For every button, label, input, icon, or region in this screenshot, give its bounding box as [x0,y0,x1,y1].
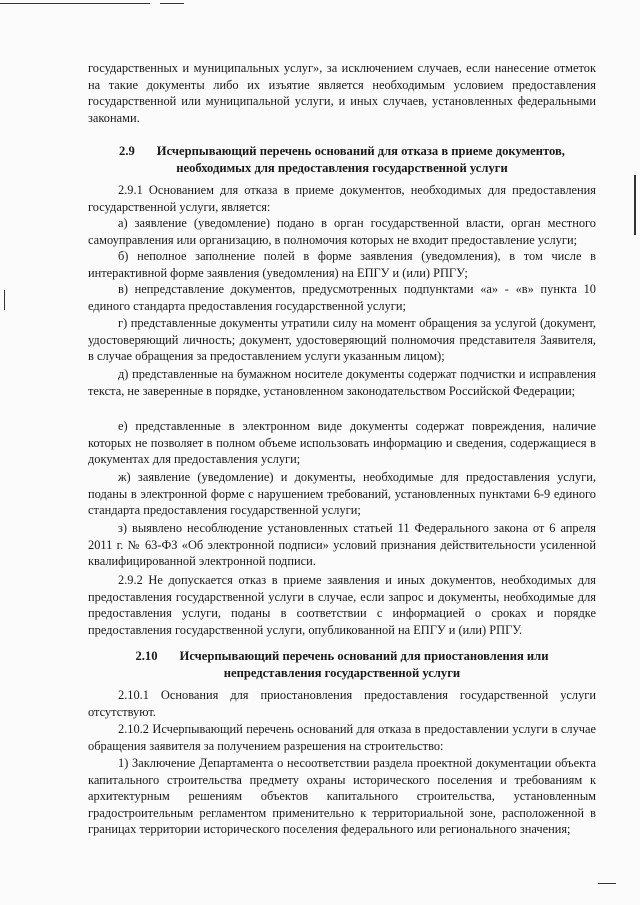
scan-right-edge-mark [634,175,636,235]
item-d: д) представленные на бумажном носителе документы содержат подчистки и исправления текста, не заверенные в порядке, установленном законодательством Российской Федерации; [88,367,596,398]
scan-left-edge-mark [4,290,5,310]
item-1: 1) Заключение Департамента о несоответствии раздела проектной документации объекта капитального строительства предмету охраны исторического поселения и требованиям к архитектурным решениям объектов капитального строительства, установленным градостроительным регламентом применительно к территориальной зоне, расположенной в границах территории исторического поселения федерального или регионального значения; [88,756,596,837]
item-v: в) непредставление документов, предусмотренных подпунктами «а» - «в» пункта 10 единого стандарта предоставления государственной услуги; [88,282,596,313]
section-2-9-number: 2.9 [119,144,135,158]
item-b: б) неполное заполнение полей в форме заявления (уведомления), в том числе в интерактивной форме заявления (уведомления) на ЕПГУ и (или) РПГУ; [88,249,596,280]
item-e: е) представленные в электронном виде документы содержат повреждения, наличие которых не позволяет в полном объеме использовать информацию и сведения, содержащиеся в документах для предоставления услуги; [88,419,596,467]
item-zh: ж) заявление (уведомление) и документы, необходимые для предоставления услуги, поданы в электронной форме с нарушением требований, установленных пунктами 6-9 единого стандарта предоставления государственной услуги; [88,470,596,518]
item-z: з) выявлено несоблюдение установленных статьей 11 Федерального закона от 6 апреля 2011 г. № 63-ФЗ «Об электронной подписи» условий признания действительности усиленной квалифицированной электронной подписи. [88,521,596,569]
section-2-10-number: 2.10 [135,649,158,663]
section-2-10-heading [88,648,596,681]
scan-bottom-edge-mark [598,883,616,884]
section-2-9-heading [88,143,596,176]
paragraph-2-9-1: 2.9.1 Основанием для отказа в приеме документов, необходимых для предоставления государственной услуги, является: [88,183,596,214]
item-g: г) представленные документы утратили силу на момент обращения за услугой (документ, удостоверяющий личность; документ, удостоверяющий полномочия представителя Заявителя, в случае обращения за предоставлением услуги указанным лицом); [88,316,596,364]
paragraph-2-9-2: 2.9.2 Не допускается отказ в приеме заявления и иных документов, необходимых для предоставления государственной услуги в случае, если запрос и документы, необходимые для предоставления услуги, поданы в соответствии с информацией о сроках и порядке предоставления государственной услуги, опубликованной на ЕПГУ и (или) РПГУ. [88,573,596,637]
paragraph-2-10-2: 2.10.2 Исчерпывающий перечень оснований для отказа в предоставлении услуги в случае обращения заявителя за получением разрешения на строительство: [88,722,596,753]
section-2-10-title: Исчерпывающий перечень оснований для приостановления или непредставления государственной услуги [179,649,549,680]
scan-top-edge-mark [160,3,184,4]
section-2-9-title: Исчерпывающий перечень оснований для отказа в приеме документов, необходимых для предоставления государственной услуги [156,144,565,175]
intro-paragraph: государственных и муниципальных услуг», за исключением случаев, если нанесение отметок на такие документы либо их изъятие является необходимым условием предоставления государственной или муниципальной услуги, и иных случаев, установленных федеральными законами. [88,61,596,125]
item-a: а) заявление (уведомление) подано в орган государственной власти, орган местного самоуправления или организацию, в полномочия которых не входит предоставление услуги; [88,216,596,247]
scan-top-edge-line [0,3,150,4]
paragraph-2-10-1: 2.10.1 Основания для приостановления предоставления государственной услуги отсутствуют. [88,688,596,719]
